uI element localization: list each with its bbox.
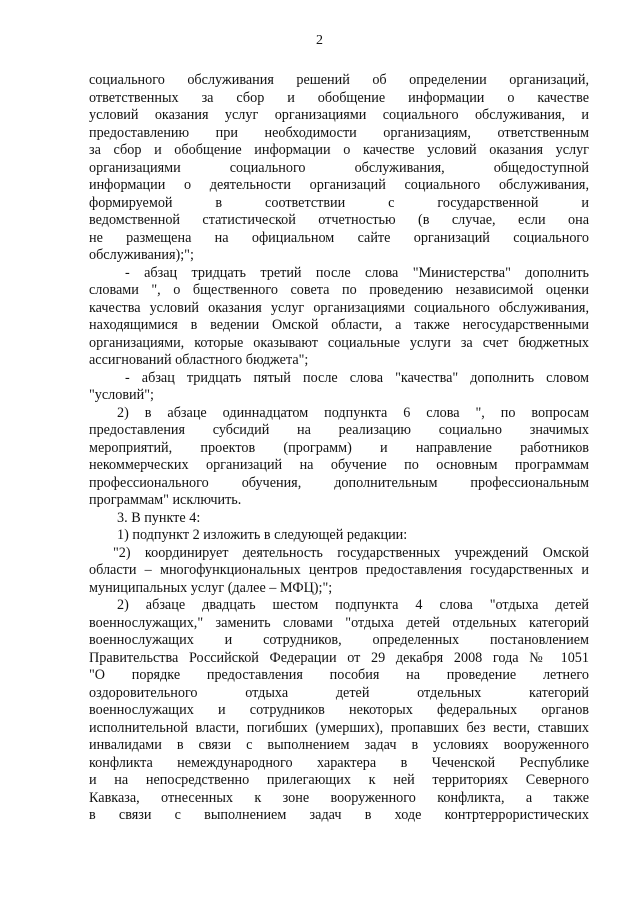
text-line: инвалидами в связи с выполнением задач в условиях вооруженного bbox=[89, 737, 589, 753]
text-line: военнослужащих и сотрудников некоторых федеральных органов bbox=[89, 702, 589, 718]
text-line: оздоровительного отдыха детей отдельных категорий bbox=[89, 684, 589, 701]
text-line: условий оказания услуг организациями социального обслуживания, и bbox=[89, 107, 589, 123]
text-line: обслуживания);"; bbox=[89, 247, 194, 263]
text-line: 1) подпункт 2 изложить в следующей редакции: bbox=[117, 527, 408, 543]
text-line: предоставления субсидий на реализацию социально значимых bbox=[89, 422, 589, 438]
text-line: 2) абзаце двадцать шестом подпункта 4 слова "отдыха детей bbox=[117, 597, 589, 613]
text-line: некоммерческих организаций на обучение по основным программам bbox=[89, 457, 589, 473]
text-line: организациями социального обслуживания, общедоступной bbox=[89, 159, 589, 176]
text-line: исполнительной власти, погибших (умерших), пропавших без вести, ставших bbox=[89, 719, 589, 736]
text-line: "2) координирует деятельность государственных учреждений Омской bbox=[113, 544, 589, 561]
text-line: ведомственной статистической отчетностью (в случае, если она bbox=[89, 212, 589, 228]
text-line: - абзац тридцать пятый после слова "качества" дополнить словом bbox=[125, 369, 589, 386]
text-line: и на непосредственно прилегающих к ней территориях Северного bbox=[89, 772, 589, 788]
text-line: словами ", о бщественного совета по проведению независимой оценки bbox=[89, 282, 589, 298]
text-line: Правительства Российской Федерации от 29 декабря 2008 года № 1051 bbox=[89, 649, 589, 666]
text-line: конфликта немеждународного характера в Чеченской Республике bbox=[89, 754, 589, 771]
text-line: ответственных за сбор и обобщение информации о качестве bbox=[89, 89, 589, 106]
text-line: "О порядке предоставления пособия на проведение летнего bbox=[89, 667, 589, 683]
text-line: ассигнований областного бюджета"; bbox=[89, 352, 309, 368]
text-line: в связи с выполнением задач в ходе контртеррористических bbox=[89, 807, 589, 823]
text-line: Кавказа, отнесенных к зоне вооруженного конфликта, а также bbox=[89, 789, 589, 806]
text-line: муниципальных услуг (далее – МФЦ);"; bbox=[89, 579, 333, 596]
text-line: "условий"; bbox=[89, 387, 154, 403]
text-line: формируемой в соответствии с государственной и bbox=[89, 194, 589, 211]
text-line: программам" исключить. bbox=[89, 492, 242, 508]
text-line: информации о деятельности организаций социального обслуживания, bbox=[89, 177, 589, 193]
page-number: 2 bbox=[316, 33, 323, 48]
text-line: предоставлению при необходимости организациям, ответственным bbox=[89, 124, 589, 141]
text-line: области – многофункциональных центров предоставления государственных и bbox=[89, 562, 589, 578]
text-line: социального обслуживания решений об определении организаций, bbox=[89, 72, 589, 88]
text-line: организациями, которые оказывают социальные услуги за счет бюджетных bbox=[89, 334, 589, 351]
text-line: 3. В пункте 4: bbox=[117, 509, 201, 526]
text-line: за сбор и обобщение информации о качестве условий оказания услуг bbox=[89, 142, 589, 158]
text-line: не размещена на официальном сайте организаций социального bbox=[89, 229, 589, 246]
text-line: 2) в абзаце одиннадцатом подпункта 6 слова ", по вопросам bbox=[117, 404, 589, 421]
text-line: - абзац тридцать третий после слова "Министерства" дополнить bbox=[125, 264, 589, 281]
document-body bbox=[89, 72, 589, 825]
text-line: военнослужащих," заменить словами "отдыха детей отдельных категорий bbox=[89, 614, 589, 631]
text-line: мероприятий, проектов (программ) и направление работников bbox=[89, 439, 589, 456]
text-line: качества условий оказания услуг организациями социального обслуживания, bbox=[89, 299, 589, 316]
text-line: находящимися в ведении Омской области, а также негосударственными bbox=[89, 317, 589, 333]
text-line: военнослужащих и сотрудников, определенных постановлением bbox=[89, 632, 589, 648]
text-line: профессионального обучения, дополнительным профессиональным bbox=[89, 474, 589, 491]
